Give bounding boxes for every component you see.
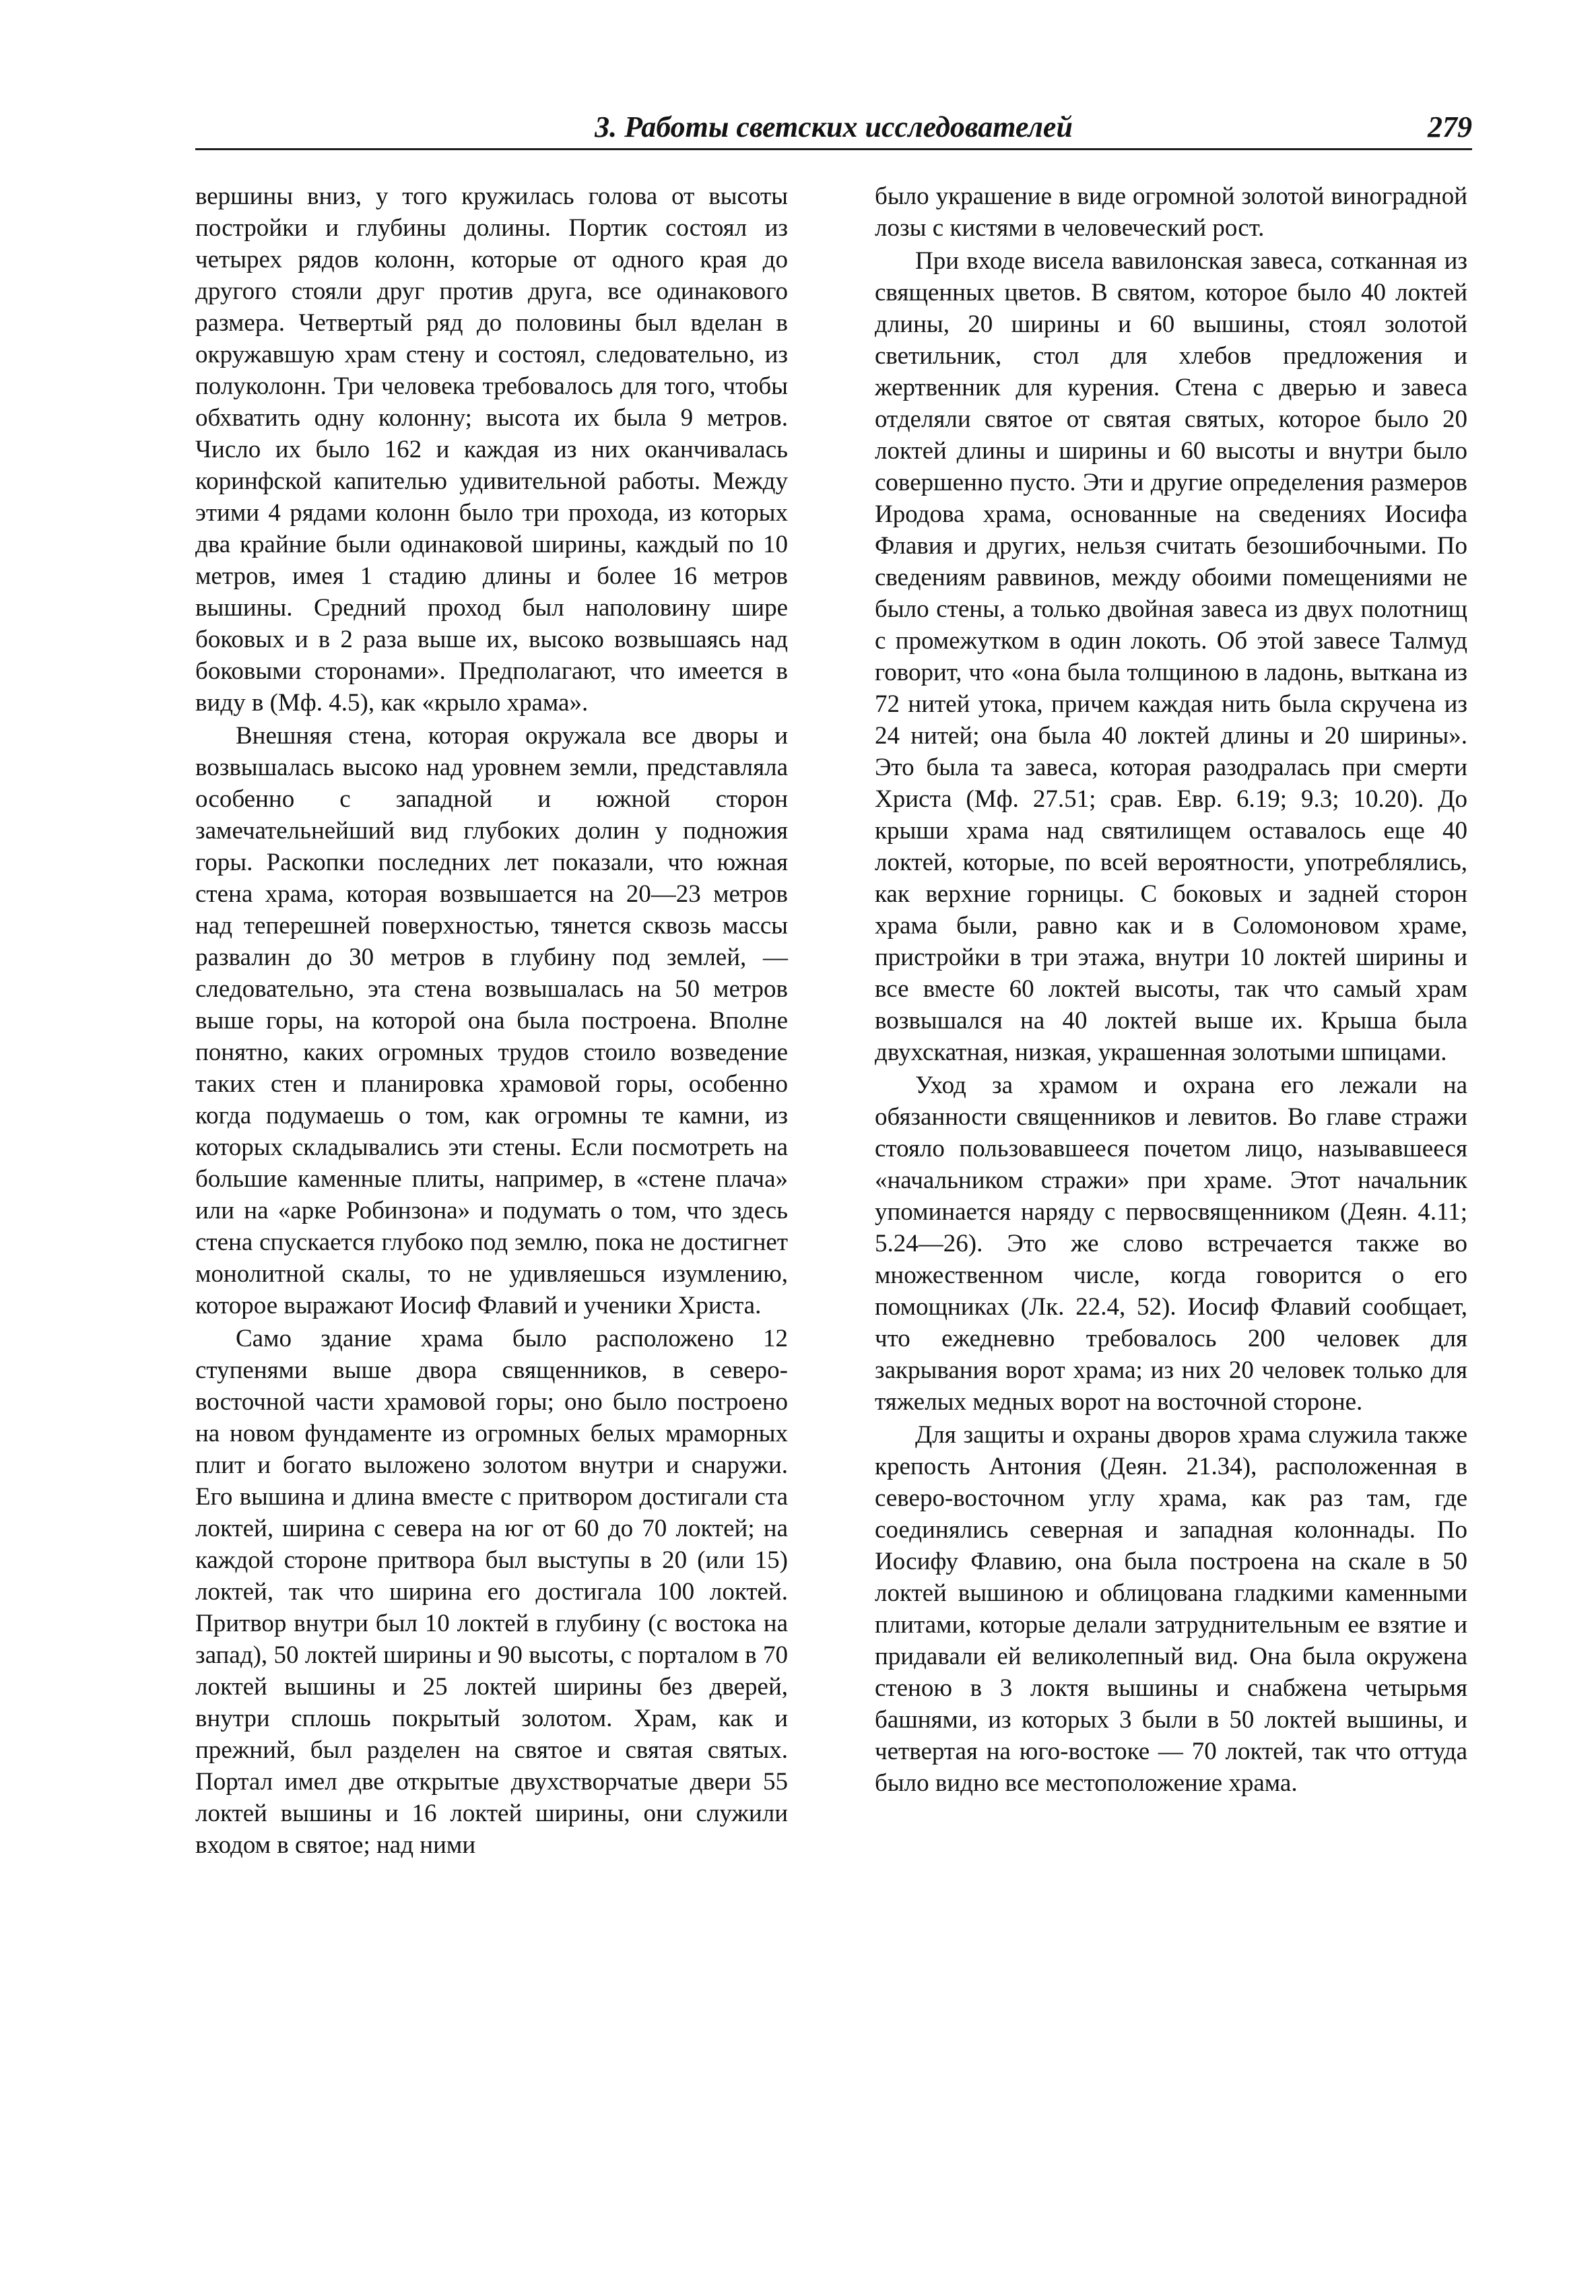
paragraph: Внешняя стена, которая окружала все дворы и возвышалась высоко над уровнем земли, представляла особенно с западной и южной сторон замечательнейший вид глубоких долин у подножия горы. Раскопки последних лет показали, что южная стена храма, которая возвышается на 20—23 метров над теперешней поверхностью, тянется сквозь массы развалин до 30 метров в глубину под землей, — следовательно, эта стена возвышалась на 50 метров выше горы, на которой она была построена. Вполне понятно, каких огромных трудов стоило возведение таких стен и планировка храмовой горы, особенно когда подумаешь о том, как огромны те камни, из которых складывались эти стены. Если посмотреть на большие каменные плиты, например, в «стене плача» или на «арке Робинзона» и подумать о том, что здесь стена спускается глубоко под землю, пока не достигнет монолитной скалы, то не удивляешься изумлению, которое выражают Иосиф Флавий и ученики Христа. bbox=[195, 722, 788, 1319]
paragraph: При входе висела вавилонская завеса, сотканная из священных цветов. В святом, которое было 40 локтей длины, 20 ширины и 60 вышины, стоял золотой светильник, стол для хлебов предложения и жертвенник для курения. Стена с дверью и завеса отделяли святое от святая святых, которое было 20 локтей длины и ширины и 60 высоты и внутри было совершенно пусто. Эти и другие определения размеров Иродова храма, основанные на сведениях Иосифа Флавия и других, нельзя считать безошибочными. По сведениям раввинов, между обоими помещениями не было стены, а только двойная завеса из двух полотнищ с промежутком в один локоть. Об этой завесе Талмуд говорит, что «она была толщиною в ладонь, выткана из 72 нитей утока, причем каждая нить была скручена из 24 нитей; она была 40 локтей длины и 20 ширины». Это была та завеса, которая разодралась при смерти Христа (Мф. 27.51; срав. Евр. 6.19; 9.3; 10.20). До крыши храма над святилищем оставалось еще 40 локтей, которые, по всей вероятности, употреблялись, как верхние горницы. С боковых и задней сторон храма были, равно как и в Соломоновом храме, пристройки в три этажа, внутри 10 локтей ширины и все вместе 60 локтей высоты, так что самый храм возвышался на 40 локтей выше их. Крыша была двухскатная, низкая, украшенная золотыми шпицами. bbox=[875, 247, 1467, 1066]
paragraph: вершины вниз, у того кружилась голова от высоты постройки и глубины долины. Портик состоял из четырех рядов колонн, которые от одного края до другого стояли друг против друга, все одинакового размера. Четвертый ряд до половины был вделан в окружавшую храм стену и состоял, следовательно, из полуколонн. Три человека требовалось для того, чтобы обхватить одну колонну; высота их была 9 метров. Число их было 162 и каждая из них оканчивалась коринфской капителью удивительной работы. Между этими 4 рядами колонн было три прохода, из которых два крайние были одинаковой ширины, каждый по 10 метров, имея 1 стадию длины и более 16 метров вышины. Средний проход был наполовину шире боковых и в 2 раза выше их, высоко возвышаясь над боковыми сторонами». Предполагают, что имеется в виду в (Мф. 4.5), как «крыло храма». bbox=[195, 183, 788, 717]
running-title: 3. Работы светских исследователей bbox=[595, 110, 1073, 143]
page-header bbox=[195, 108, 1472, 150]
page-number: 279 bbox=[1428, 110, 1472, 143]
right-column bbox=[875, 181, 1467, 1799]
paragraph: Уход за храмом и охрана его лежали на обязанности священников и левитов. Во главе стражи стояло пользовавшееся почетом лицо, называвшееся «начальником стражи» при храме. Этот начальник упоминается наряду с первосвященником (Деян. 4.11; 5.24—26). Это же слово встречается также во множественном числе, когда говорится о его помощниках (Лк. 22.4, 52). Иосиф Флавий сообщает, что ежедневно требовалось 200 человек для закрывания ворот храма; из них 20 человек только для тяжелых медных ворот на восточной стороне. bbox=[875, 1072, 1467, 1416]
paragraph: было украшение в виде огромной золотой виноградной лозы с кистями в человеческий рост. bbox=[875, 183, 1467, 242]
left-column bbox=[195, 181, 788, 1861]
paragraph: Для защиты и охраны дворов храма служила также крепость Антония (Деян. 21.34), расположенная в северо-восточном углу храма, как раз там, где соединялись северная и западная колоннады. По Иосифу Флавию, она была построена на скале в 50 локтей вышиною и облицована гладкими каменными плитами, которые делали затруднительным ее взятие и придавали ей великолепный вид. Она была окружена стеною в 3 локтя вышины и снабжена четырьмя башнями, из которых 3 были в 50 локтей вышины, и четвертая на юго-востоке — 70 локтей, так что оттуда было видно все местоположение храма. bbox=[875, 1421, 1467, 1797]
paragraph: Само здание храма было расположено 12 ступенями выше двора священников, в северо-восточной части храмовой горы; оно было построено на новом фундаменте из огромных белых мраморных плит и богато выложено золотом внутри и снаружи. Его вышина и длина вместе с притвором достигали ста локтей, ширина с севера на юг от 60 до 70 локтей; на каждой стороне притвора был выступы в 20 (или 15) локтей, так что ширина его достигала 100 локтей. Притвор внутри был 10 локтей в глубину (с востока на запад), 50 локтей ширины и 90 высоты, с порталом в 70 локтей вышины и 25 локтей ширины без дверей, внутри сплошь покрытый золотом. Храм, как и прежний, был разделен на святое и святая святых. Портал имел две открытые двухстворчатые двери 55 локтей вышины и 16 локтей ширины, они служили входом в святое; над ними bbox=[195, 1325, 788, 1859]
